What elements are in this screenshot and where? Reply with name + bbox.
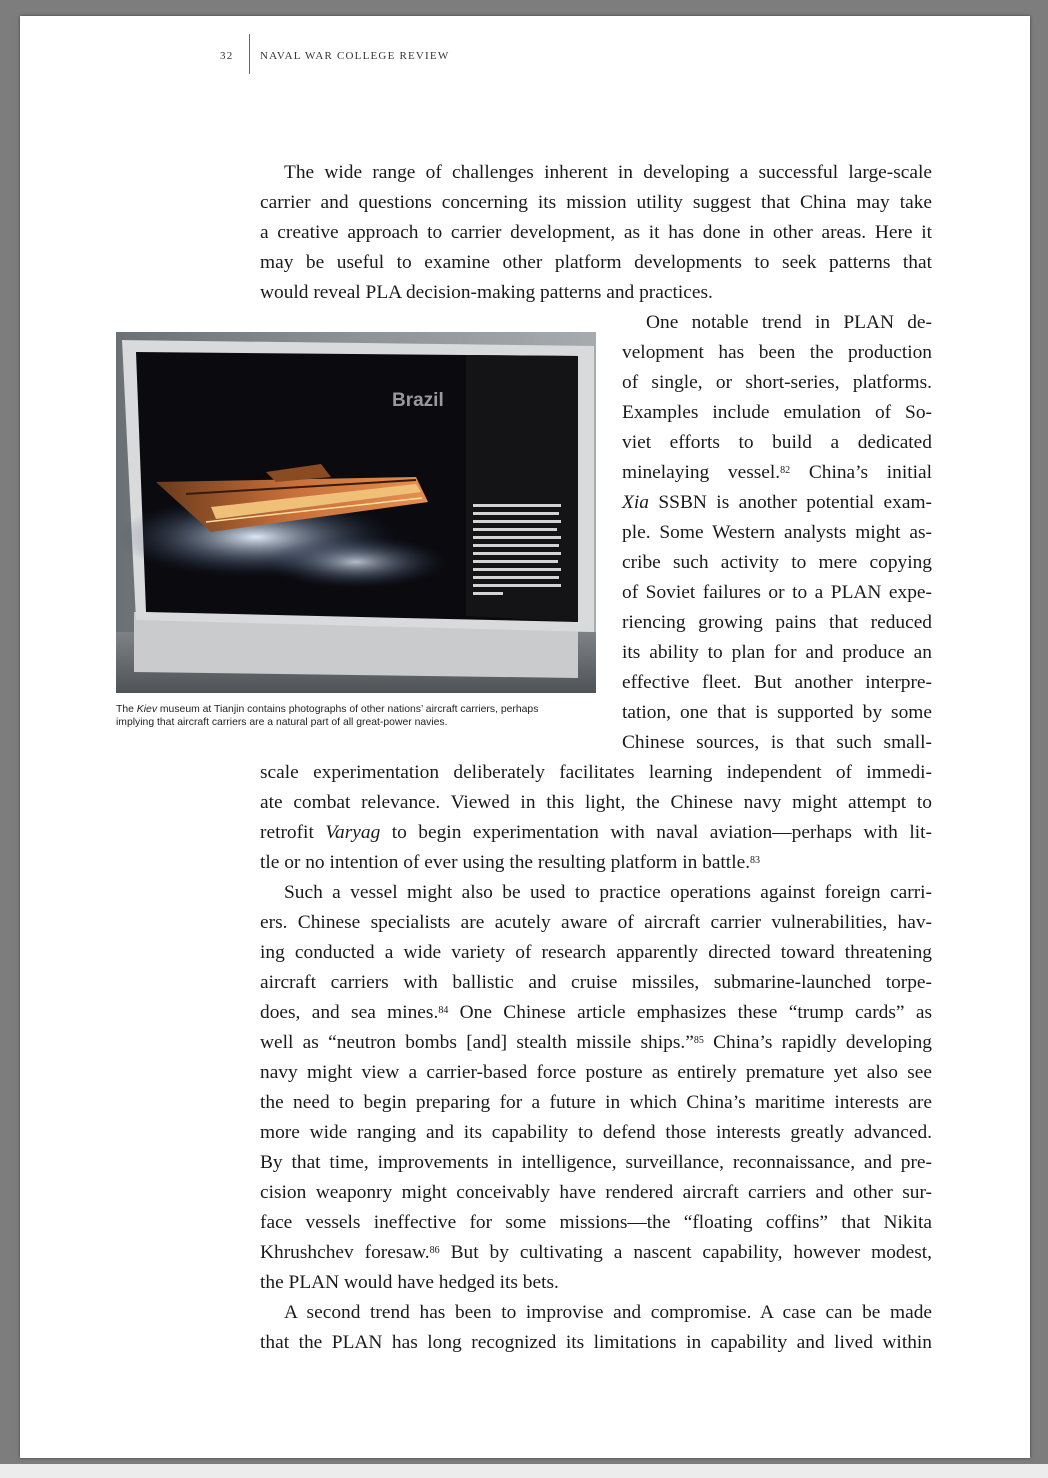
text-line: ers. Chinese specialists are acutely aware of aircraft carrier vulnerabilities, hav- (260, 912, 932, 933)
museum-photo (116, 332, 596, 693)
text-line: its ability to plan for and produce an (622, 642, 932, 663)
text-line: ing conducted a wide variety of research apparently directed toward threatening (260, 942, 932, 963)
text-line: velopment has been the production (622, 342, 932, 363)
paragraph-4 (260, 1298, 932, 1358)
text-line: minelaying vessel.$^{82}$ China’s initial (622, 462, 932, 483)
text-line: well as “neutron bombs [and] stealth missile ships.”$^{85}$ China’s rapidly developing (260, 1032, 932, 1053)
text-line: of single, or short-series, platforms. (622, 372, 932, 393)
text-line: cribe such activity to mere copying (622, 552, 932, 573)
viewer-bottom-edge (0, 1464, 1048, 1478)
footnote-ref: 83 (750, 855, 761, 866)
text-line: ate combat relevance. Viewed in this light, the Chinese navy might attempt to (260, 792, 932, 813)
footnote-ref: 82 (780, 465, 791, 476)
text-line: Khrushchev foresaw.$^{86}$ But by cultivating a nascent capability, however modest, (260, 1242, 932, 1263)
text-line: cision weaponry might conceivably have rendered aircraft carriers and other sur- (260, 1182, 932, 1203)
text-line: Such a vessel might also be used to practice operations against foreign carri- (284, 882, 932, 903)
paragraph-2-narrow (622, 308, 932, 758)
header-rule (249, 34, 250, 74)
text-line: tle or no intention of ever using the resulting platform in battle.$^{83}$ (260, 852, 761, 873)
text-line: does, and sea mines.$^{84}$ One Chinese article emphasizes these “trump cards” as (260, 1002, 933, 1023)
text-line: Xia SSBN is another potential exam- (622, 492, 932, 513)
text-line: Examples include emulation of So- (622, 402, 932, 423)
text-line: riencing growing pains that reduced (622, 612, 932, 633)
carrier-photo-illustration (116, 332, 596, 693)
text-line: a creative approach to carrier development, as it has done in other areas. Here it (260, 222, 932, 243)
text-line: carrier and questions concerning its mission utility suggest that China may take (260, 192, 932, 213)
text-line: One notable trend in PLAN de- (646, 312, 932, 333)
text-line: ple. Some Western analysts might as- (622, 522, 932, 543)
sign-label-brazil: Brazil (392, 390, 444, 411)
text-line: navy might view a carrier-based force posture as entirely premature yet also see (260, 1062, 932, 1083)
paragraph-3 (260, 878, 932, 1298)
text-line: Chinese sources, is that such small- (622, 732, 932, 753)
text-line: retrofit Varyag to begin experimentation with naval aviation—perhaps with lit- (260, 822, 932, 843)
caption-line-2: implying that aircraft carriers are a natural part of all great-power navies. (116, 716, 448, 728)
page-number: 32 (220, 50, 234, 62)
text-line: effective fleet. But another interpre- (622, 672, 932, 693)
caption-line-1: The Kiev museum at Tianjin contains photographs of other nations’ aircraft carriers, perhaps (116, 704, 539, 715)
footnote-ref: 85 (693, 1035, 704, 1046)
text-line: may be useful to examine other platform developments to seek patterns that (260, 252, 932, 273)
text-line: tation, one that is supported by some (622, 702, 932, 723)
text-line: the need to begin preparing for a future in which China’s maritime interests are (260, 1092, 932, 1113)
text-line: would reveal PLA decision-making patterns and practices. (260, 282, 713, 303)
text-line: the PLAN would have hedged its bets. (260, 1272, 559, 1293)
text-line: The wide range of challenges inherent in developing a successful large-scale (284, 162, 932, 183)
footnote-ref: 86 (429, 1245, 440, 1256)
text-line: aircraft carriers with ballistic and cruise missiles, submarine-launched torpe- (260, 972, 932, 993)
journal-title: NAVAL WAR COLLEGE REVIEW (260, 50, 450, 62)
text-line: face vessels ineffective for some missions—the “floating coffins” that Nikita (260, 1212, 932, 1233)
paragraph-2-continued (260, 758, 932, 878)
text-line: scale experimentation deliberately facilitates learning independent of immedi- (260, 762, 932, 783)
figure-caption (116, 704, 602, 729)
text-line: viet efforts to build a dedicated (622, 432, 932, 453)
text-line: that the PLAN has long recognized its limitations in capability and lived within (260, 1332, 932, 1353)
footnote-ref: 84 (438, 1005, 449, 1016)
text-line: of Soviet failures or to a PLAN expe- (622, 582, 932, 603)
text-line: more wide ranging and its capability to defend those interests greatly advanced. (260, 1122, 932, 1143)
text-line: A second trend has been to improvise and compromise. A case can be made (284, 1302, 932, 1323)
document-page (20, 16, 1030, 1458)
paragraph-1 (260, 158, 932, 308)
text-line: By that time, improvements in intelligence, surveillance, reconnaissance, and pre- (260, 1152, 932, 1173)
